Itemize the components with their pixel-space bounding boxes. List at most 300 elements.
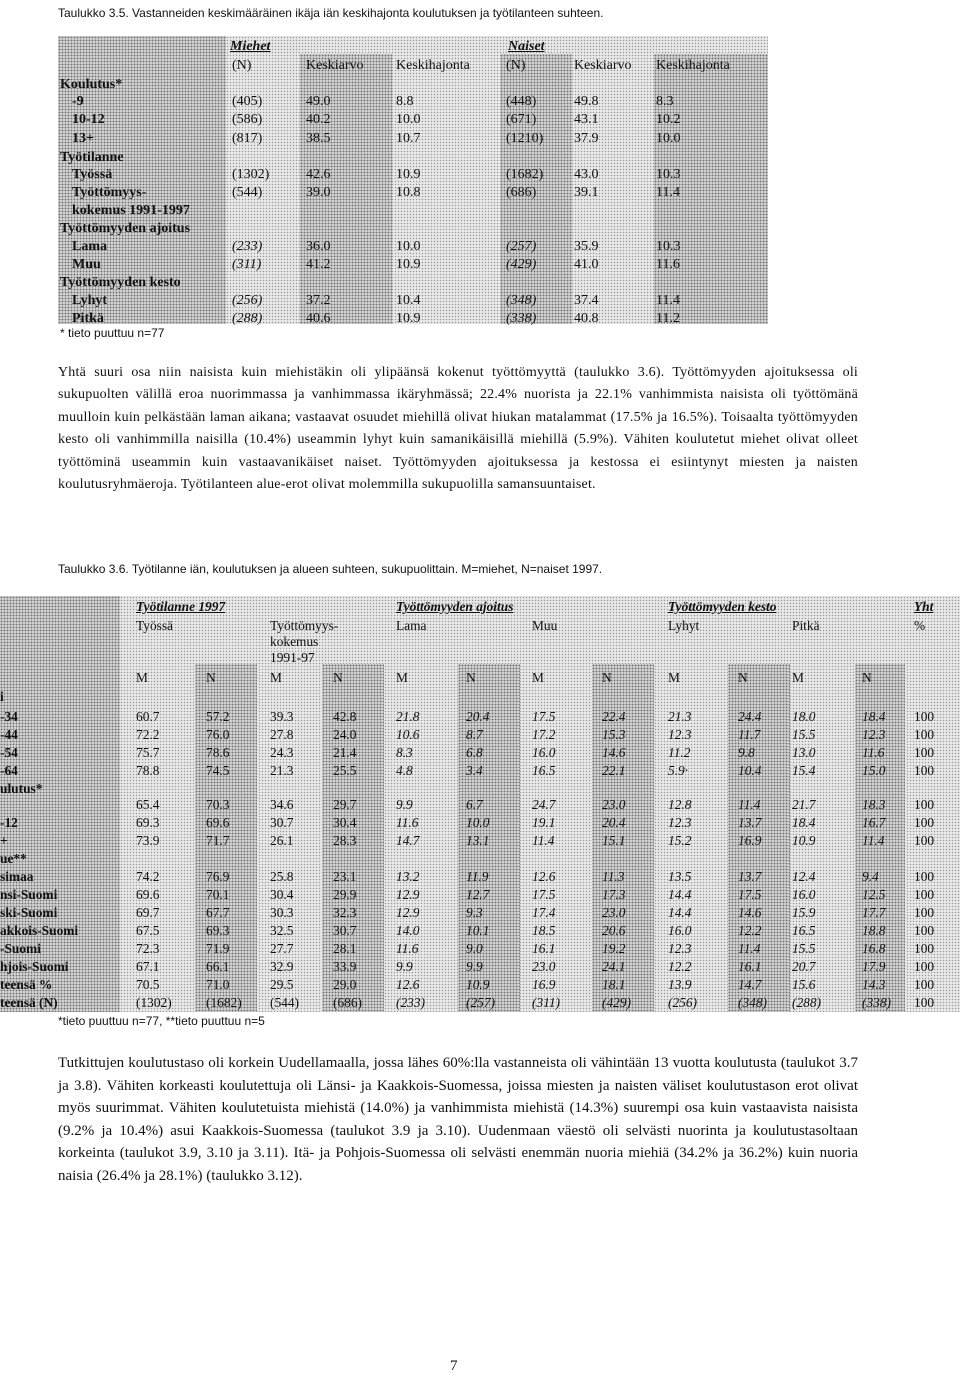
table2-cell: 13.5 xyxy=(668,869,692,884)
table2-cell: 66.1 xyxy=(206,959,230,974)
table1-row xyxy=(58,292,768,310)
table1-row-label: Pitkä xyxy=(72,311,104,326)
table2-cell: 17.7 xyxy=(862,905,886,920)
table1-row-label: Lama xyxy=(72,239,107,254)
table2-cell: 78.8 xyxy=(136,763,160,778)
table2-cell: 32.9 xyxy=(270,959,294,974)
table1-cell: (256) xyxy=(232,293,263,308)
table2-cell: (338) xyxy=(862,995,892,1010)
table2-cell: 12.8 xyxy=(668,797,692,812)
table2-cell: 30.7 xyxy=(333,923,357,938)
table1-cell: (686) xyxy=(506,185,537,200)
table2-cell: 70.1 xyxy=(206,887,230,902)
table2-cell: 69.3 xyxy=(206,923,230,938)
table2-row-label: teensä (N) xyxy=(0,995,58,1010)
table2-cell: 12.9 xyxy=(396,905,420,920)
table2-row-label: teensä % xyxy=(0,977,53,992)
table2-cell: 17.9 xyxy=(862,959,886,974)
table2-cell: 10.1 xyxy=(466,923,490,938)
table1-row-label: -9 xyxy=(72,94,84,109)
table2-cell: 17.2 xyxy=(532,727,556,742)
table2-subheader: Työssä xyxy=(136,618,174,633)
table2-row xyxy=(0,832,960,849)
table1-cell: 40.2 xyxy=(306,112,331,127)
table2-cell: 100 xyxy=(914,833,935,848)
table2-cell: 13.9 xyxy=(668,977,692,992)
table2-mn-header: N xyxy=(738,670,748,685)
table2-cell: 19.2 xyxy=(602,941,626,956)
table2-cell: 18.4 xyxy=(862,709,886,724)
table2-row-label: simaa xyxy=(0,869,34,884)
table2-row-label: -54 xyxy=(0,745,18,760)
table2-group-header: Työtilanne 1997 xyxy=(136,599,226,614)
table1-cell: 10.8 xyxy=(396,185,421,200)
table1-row-label: 13+ xyxy=(72,131,94,146)
table1-subheader: Keskiarvo xyxy=(306,58,364,73)
table2-cell: (288) xyxy=(792,995,822,1010)
table1-cell: 36.0 xyxy=(306,239,331,254)
table2-cell: 11.6 xyxy=(396,815,419,830)
table2-cell: 19.1 xyxy=(532,815,556,830)
table2-cell: 11.4 xyxy=(738,797,761,812)
table2-cell: 23.0 xyxy=(602,905,626,920)
table2-cell: 15.1 xyxy=(602,833,626,848)
table2-cell: 24.0 xyxy=(333,727,357,742)
table1-row-label: Koulutus* xyxy=(60,77,123,92)
table2-cell: 15.4 xyxy=(792,763,816,778)
table1-cell: (288) xyxy=(232,311,263,326)
table2-cell: 21.3 xyxy=(270,763,294,778)
table2-cell: 30.4 xyxy=(333,815,357,830)
table2-cell: 23.0 xyxy=(602,797,626,812)
table2-cell: 18.3 xyxy=(862,797,886,812)
paragraph-1: Yhtä suuri osa niin naisista kuin miehistäkin oli ylipäänsä kokenut työttömyyttä (taulukko 3.6). Työttömyyden ajoituksessa oli sukupuolten välillä eroa nuorimmassa ja vanhimmassa ikäryhmässä; 22.4% nuorista ja 22.1% vanhimmista naisista oli työttömänä muulloin kuin pelkästään laman aikana; vastaavat osuudet miehillä olivat hiukan matalammat (17.5% ja 16.5%). Toisaalta työttömyyden kesto oli vanhimmilla naisilla (10.4%) useammin lyhyt kuin samanikäisillä miehillä (5.9%). Vähiten koulutetut miehet olivat olleet työttöminä useammin kuin vastaavanikäiset naiset. Työttömyyden ajoituksessa ja kestossa ei esiintynyt miesten ja naisten koulutusryhmäeroja. Työtilanteen alue-erot olivat molemmilla sukupuolilla samansuuntaiset. xyxy=(58,365,858,493)
table2-cell: 100 xyxy=(914,887,935,902)
table2-row xyxy=(0,958,960,975)
table1-row xyxy=(58,166,768,184)
table2-cell: 100 xyxy=(914,995,935,1010)
table2-cell: 32.3 xyxy=(333,905,357,920)
table1-cell: 43.0 xyxy=(574,167,599,182)
table1-subheader: (N) xyxy=(232,58,252,73)
table2-row-label: nsi-Suomi xyxy=(0,887,58,902)
table1-row-label: Työttömyys- xyxy=(72,185,147,200)
table2-cell: 17.5 xyxy=(532,709,556,724)
table2-cell: 69.6 xyxy=(206,815,230,830)
table2-cell: 25.8 xyxy=(270,869,294,884)
table2-cell: 9.8 xyxy=(738,745,755,760)
table2-cell: 29.7 xyxy=(333,797,357,812)
table2-cell: 15.5 xyxy=(792,941,816,956)
paragraph-2: Tutkittujen koulutustaso oli korkein Uudellamaalla, jossa lähes 60%:lla vastanneista oli vähintään 13 vuotta koulutusta (taulukot 3.7 ja 3.8). Vähiten korkeasti koulutettuja oli Länsi- ja Kaakkois-Suomessa, joissa miesten ja naisten väliset koulutustason erot olivat myös suurimmat. Vähiten koulutetuista miehistä (14.0%) ja vanhimmista miehistä (14.3%) suurempi osa kuin vastaavista naisista (9.2% ja 10.4%) asui Kaakkois-Suomessa (taulukot 3.9 ja 3.10). Uudenmaan väestö oli selvästi nuorinta ja koulutustasoltaan korkeinta (taulukot 3.9, 3.10 ja 3.11). Itä- ja Pohjois-Suomessa oli selvästi enemmän nuoria miehiä (34.2% ja 36.2%) kuin nuoria naisia (26.4% ja 28.1%) (taulukko 3.12). xyxy=(58,1055,858,1184)
table2-cell: 17.5 xyxy=(738,887,762,902)
table1-cell: (257) xyxy=(506,239,537,254)
table1-subheader: Keskiarvo xyxy=(574,58,632,73)
table1-cell: 38.5 xyxy=(306,131,331,146)
table1-cell: 8.8 xyxy=(396,94,414,109)
table2-cell: 15.2 xyxy=(668,833,692,848)
table1-cell: 10.0 xyxy=(396,239,421,254)
table1-row xyxy=(58,202,768,220)
table1-group-miehet: Miehet xyxy=(230,39,271,54)
table2-cell: (348) xyxy=(738,995,768,1010)
table2-row xyxy=(0,850,960,867)
table1-cell: (311) xyxy=(232,257,262,272)
table1-cell: (338) xyxy=(506,311,537,326)
table2-cell: 28.3 xyxy=(333,833,357,848)
table1-cell: (1302) xyxy=(232,167,270,182)
table2-cell: 10.6 xyxy=(396,727,420,742)
table1-row xyxy=(58,93,768,111)
table2-cell: 67.5 xyxy=(136,923,160,938)
table2-cell: 12.9 xyxy=(396,887,420,902)
table2-cell: (311) xyxy=(532,995,561,1010)
table2-cell: 100 xyxy=(914,709,935,724)
table2-cell: 69.3 xyxy=(136,815,160,830)
table2-cell: 70.5 xyxy=(136,977,160,992)
table2-cell: 11.6 xyxy=(862,745,885,760)
table2-cell: (429) xyxy=(602,995,632,1010)
table2-row xyxy=(0,726,960,743)
table2-row-label: i xyxy=(0,689,4,704)
table2-cell: 9.3 xyxy=(466,905,483,920)
table2-cell: 100 xyxy=(914,923,935,938)
table2-cell: 30.3 xyxy=(270,905,294,920)
table2-cell: 21.8 xyxy=(396,709,420,724)
table1-cell: 10.3 xyxy=(656,167,681,182)
table2-cell: 15.9 xyxy=(792,905,816,920)
table2-cell: 71.9 xyxy=(206,941,230,956)
table2-cell: 6.8 xyxy=(466,745,483,760)
table2-cell: 15.5 xyxy=(792,727,816,742)
table1-cell: 10.9 xyxy=(396,167,421,182)
table2-row xyxy=(0,780,960,797)
table1-subheader: Keskihajonta xyxy=(656,58,730,73)
table1-cell: 49.0 xyxy=(306,94,331,109)
table2-cell: 12.5 xyxy=(862,887,886,902)
table2-cell: 16.9 xyxy=(738,833,762,848)
table1-cell: (1210) xyxy=(506,131,544,146)
table2-row xyxy=(0,688,960,705)
table2-cell: 34.6 xyxy=(270,797,294,812)
table2-cell: 69.6 xyxy=(136,887,160,902)
table2-cell: 18.4 xyxy=(792,815,816,830)
table2-cell: 11.4 xyxy=(862,833,885,848)
table2-mn-header: M xyxy=(270,670,282,685)
table2-cell: 20.4 xyxy=(602,815,626,830)
table2-cell: 33.9 xyxy=(333,959,357,974)
table2-row-label: -64 xyxy=(0,763,18,778)
table2-row-label: -Suomi xyxy=(0,941,41,956)
table1-cell: (671) xyxy=(506,112,537,127)
table2-cell: 100 xyxy=(914,727,935,742)
table2-cell: 14.4 xyxy=(668,887,692,902)
table1-cell: 10.2 xyxy=(656,112,681,127)
table2-subheader: Lama xyxy=(396,618,427,633)
table2-row-label: -44 xyxy=(0,727,18,742)
table2-mn-header: N xyxy=(602,670,612,685)
table2-cell: 42.8 xyxy=(333,709,357,724)
table2-cell: 9.9 xyxy=(466,959,483,974)
table2-cell: 14.6 xyxy=(738,905,762,920)
table2-cell: 15.0 xyxy=(862,763,886,778)
table1-row xyxy=(58,111,768,129)
table2-cell: 16.1 xyxy=(532,941,556,956)
table2-cell: 16.5 xyxy=(532,763,556,778)
table2-row xyxy=(0,976,960,993)
table1-cell: 39.1 xyxy=(574,185,599,200)
table2-cell: (686) xyxy=(333,995,363,1010)
table2-cell: 28.1 xyxy=(333,941,357,956)
table2-cell: 27.8 xyxy=(270,727,294,742)
table2-cell: 23.0 xyxy=(532,959,556,974)
table2-cell: 76.0 xyxy=(206,727,230,742)
table2-cell: 13.0 xyxy=(792,745,816,760)
table2-cell: 14.0 xyxy=(396,923,420,938)
table2-cell: 17.5 xyxy=(532,887,556,902)
table2-cell: 5.9· xyxy=(668,763,689,778)
table2-cell: 20.7 xyxy=(792,959,816,974)
table1-cell: 10.0 xyxy=(396,112,421,127)
table1-cell: 10.3 xyxy=(656,239,681,254)
table2-cell: 13.7 xyxy=(738,815,762,830)
table1-cell: 42.6 xyxy=(306,167,331,182)
table2-cell: 11.4 xyxy=(738,941,761,956)
table1-row xyxy=(58,220,768,238)
table2-cell: 16.9 xyxy=(532,977,556,992)
table1-cell: 40.6 xyxy=(306,311,331,326)
table2-subheader: kokemus xyxy=(270,634,319,649)
table2-cell: 12.7 xyxy=(466,887,490,902)
table1-cell: 8.3 xyxy=(656,94,674,109)
table2-cell: 24.7 xyxy=(532,797,556,812)
table1-cell: (405) xyxy=(232,94,263,109)
table2-caption: Taulukko 3.6. Työtilanne iän, koulutuksen ja alueen suhteen, sukupuolittain. M=miehet, N=naiset 1997. xyxy=(58,562,603,576)
table2-cell: 60.7 xyxy=(136,709,160,724)
table1-row xyxy=(58,274,768,292)
table2-cell: 11.9 xyxy=(466,869,489,884)
table2-cell: 17.4 xyxy=(532,905,556,920)
table2-row-label: ue** xyxy=(0,851,27,866)
table2-cell: 18.1 xyxy=(602,977,626,992)
table2-cell: 24.1 xyxy=(602,959,626,974)
table1-footnote: * tieto puuttuu n=77 xyxy=(60,326,165,340)
table2-mn-header: M xyxy=(532,670,544,685)
table2-cell: 12.3 xyxy=(668,815,692,830)
table2-cell: 21.7 xyxy=(792,797,816,812)
table2-cell: 67.7 xyxy=(206,905,230,920)
table1-row xyxy=(58,130,768,148)
table2-mn-header: N xyxy=(862,670,872,685)
table2-cell: 39.3 xyxy=(270,709,294,724)
table1-row xyxy=(58,256,768,274)
table2-cell: (257) xyxy=(466,995,496,1010)
table1-subheader-row xyxy=(58,57,768,75)
table2-mn-header: N xyxy=(206,670,216,685)
table2-cell: (233) xyxy=(396,995,426,1010)
table2-row-label: hjois-Suomi xyxy=(0,959,69,974)
table1-row-label: Lyhyt xyxy=(72,293,108,308)
table1-row-label: Muu xyxy=(72,257,101,272)
table2-row xyxy=(0,796,960,813)
table2-cell: 30.7 xyxy=(270,815,294,830)
table2-mn-header: N xyxy=(466,670,476,685)
table2-cell: 24.4 xyxy=(738,709,762,724)
table2-cell: 71.0 xyxy=(206,977,230,992)
table2-cell: 13.1 xyxy=(466,833,490,848)
table1-group-naiset: Naiset xyxy=(508,39,545,54)
table2-cell: 75.7 xyxy=(136,745,160,760)
table2-mn-header: M xyxy=(136,670,148,685)
table2-cell: 11.4 xyxy=(532,833,555,848)
table1-caption: Taulukko 3.5. Vastanneiden keskimääräinen ikäja iän keskihajonta koulutuksen ja työtilanteen suhteen. xyxy=(58,6,604,20)
table1-cell: 11.4 xyxy=(656,293,680,308)
table2-cell: 57.2 xyxy=(206,709,230,724)
table2-subheader: Työttömyys- xyxy=(270,618,339,633)
table1-cell: 11.2 xyxy=(656,311,680,326)
table1-cell: 10.4 xyxy=(396,293,421,308)
table1-cell: 11.6 xyxy=(656,257,680,272)
table1-cell: 37.9 xyxy=(574,131,599,146)
table2-cell: 15.6 xyxy=(792,977,816,992)
table2-cell: 14.6 xyxy=(602,745,626,760)
table2-subheader: Lyhyt xyxy=(668,618,700,633)
table2-cell: 29.9 xyxy=(333,887,357,902)
table2-row-label: -12 xyxy=(0,815,18,830)
table2-cell: 76.9 xyxy=(206,869,230,884)
table2-row xyxy=(0,940,960,957)
table2-cell: 16.5 xyxy=(792,923,816,938)
table2-subheader: Pitkä xyxy=(792,618,820,633)
table2-cell: 18.0 xyxy=(792,709,816,724)
table1-row-label: Työttömyyden kesto xyxy=(60,275,181,290)
table2-cell: 8.7 xyxy=(466,727,483,742)
table1-cell: (586) xyxy=(232,112,263,127)
table1-row-label: 10-12 xyxy=(72,112,105,127)
table2-cell: 20.6 xyxy=(602,923,626,938)
table2-cell: 12.3 xyxy=(668,727,692,742)
table1-cell: 37.4 xyxy=(574,293,599,308)
table2-cell: 29.0 xyxy=(333,977,357,992)
table2-group-header: Työttömyyden kesto xyxy=(668,599,777,614)
table1-cell: (1682) xyxy=(506,167,544,182)
table1-cell: 10.9 xyxy=(396,311,421,326)
table2-cell: 70.3 xyxy=(206,797,230,812)
table2-cell: 100 xyxy=(914,905,935,920)
table2-cell: 9.9 xyxy=(396,797,413,812)
table2-cell: 11.3 xyxy=(602,869,625,884)
table2-cell: 100 xyxy=(914,941,935,956)
table2-cell: 69.7 xyxy=(136,905,160,920)
table2-cell: 14.4 xyxy=(668,905,692,920)
table1-row xyxy=(58,184,768,202)
table1-cell: 11.4 xyxy=(656,185,680,200)
table1-subheader: (N) xyxy=(506,58,526,73)
table2-cell: 100 xyxy=(914,959,935,974)
table1-cell: 37.2 xyxy=(306,293,331,308)
table2-cell: 11.2 xyxy=(668,745,691,760)
table2-subheader: Muu xyxy=(532,618,558,633)
table2-row xyxy=(0,744,960,761)
table2-cell: 72.2 xyxy=(136,727,160,742)
table2-cell: 78.6 xyxy=(206,745,230,760)
table2-mn-header: M xyxy=(668,670,680,685)
table2-cell: 18.5 xyxy=(532,923,556,938)
table2-cell: 16.0 xyxy=(532,745,556,760)
table1-cell: (348) xyxy=(506,293,537,308)
table2-subheader: 1991-97 xyxy=(270,650,315,665)
table2-cell: 67.1 xyxy=(136,959,160,974)
table2-row xyxy=(0,994,960,1011)
table2-cell: 10.9 xyxy=(792,833,816,848)
table2-cell: 12.6 xyxy=(532,869,556,884)
table2-cell: (1302) xyxy=(136,995,172,1010)
table2-cell: 100 xyxy=(914,797,935,812)
table2-cell: 13.2 xyxy=(396,869,420,884)
table2-group-header: Yht xyxy=(914,599,934,614)
table2-row-label: ulutus* xyxy=(0,781,43,796)
table2-cell: 11.7 xyxy=(738,727,761,742)
table2-cell: 21.4 xyxy=(333,745,357,760)
table1-cell: 39.0 xyxy=(306,185,331,200)
table2-cell: (256) xyxy=(668,995,698,1010)
table2-cell: 14.7 xyxy=(738,977,762,992)
table2-cell: 15.3 xyxy=(602,727,626,742)
table2-cell: 16.7 xyxy=(862,815,886,830)
table2-cell: 18.8 xyxy=(862,923,886,938)
table2-cell: 12.4 xyxy=(792,869,816,884)
table2-subheader: % xyxy=(914,618,926,633)
table2-cell: 100 xyxy=(914,869,935,884)
table2-cell: 12.3 xyxy=(862,727,886,742)
table2-cell: 32.5 xyxy=(270,923,294,938)
table1-row-label: Työssä xyxy=(72,167,113,182)
table1-cell: (544) xyxy=(232,185,263,200)
table2-cell: 9.9 xyxy=(396,959,413,974)
table2-cell: 4.8 xyxy=(396,763,413,778)
table2-cell: (1682) xyxy=(206,995,242,1010)
table2-cell: 27.7 xyxy=(270,941,294,956)
table2-cell: 22.1 xyxy=(602,763,626,778)
table2-cell: 65.4 xyxy=(136,797,160,812)
table2-footnote: *tieto puuttuu n=77, **tieto puuttuu n=5 xyxy=(58,1014,265,1028)
table2-cell: 12.3 xyxy=(668,941,692,956)
table2-cell: 10.9 xyxy=(466,977,490,992)
table2-cell: 3.4 xyxy=(466,763,483,778)
table2-cell: 29.5 xyxy=(270,977,294,992)
table2-mn-header: M xyxy=(792,670,804,685)
table2-row-label: + xyxy=(0,833,8,848)
table2-cell: 17.3 xyxy=(602,887,626,902)
table2-cell: 12.2 xyxy=(668,959,692,974)
table2-cell: 71.7 xyxy=(206,833,230,848)
table1-row-label: kokemus 1991-1997 xyxy=(72,203,190,218)
table1-cell: 49.8 xyxy=(574,94,599,109)
table2-cell: 100 xyxy=(914,763,935,778)
table2-cell: 73.9 xyxy=(136,833,160,848)
table2-row-label: ski-Suomi xyxy=(0,905,58,920)
table1-row xyxy=(58,76,768,94)
table1-row xyxy=(58,149,768,167)
table2-row xyxy=(0,868,960,885)
table2-group-header: Työttömyyden ajoitus xyxy=(396,599,514,614)
table2-cell: 25.5 xyxy=(333,763,357,778)
table1-row xyxy=(58,238,768,256)
table2-cell: 10.4 xyxy=(738,763,762,778)
table1-cell: (233) xyxy=(232,239,263,254)
table2-cell: 10.0 xyxy=(466,815,490,830)
table1-row xyxy=(58,310,768,328)
